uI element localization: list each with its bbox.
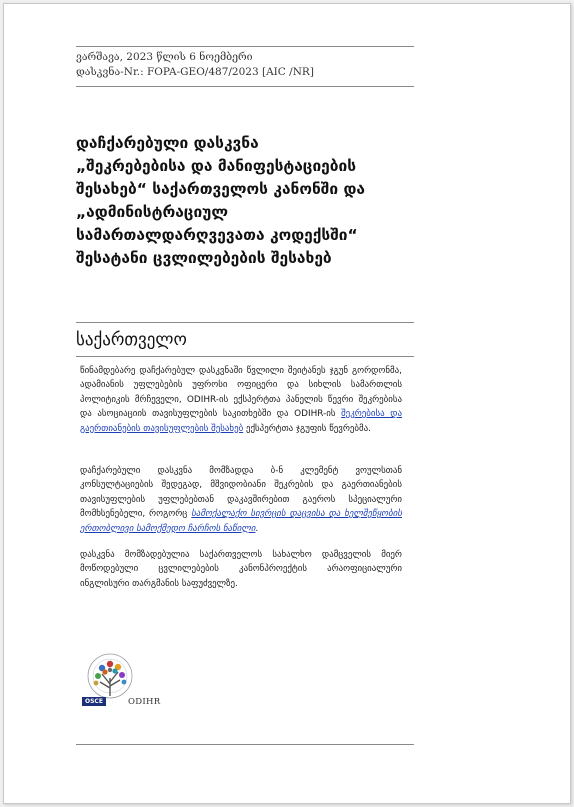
title-line: „შეკრებებისა და მანიფესტაციების — [76, 157, 357, 175]
country-rule — [76, 356, 414, 357]
freedom-of-assembly-link[interactable]: შეკრებისა და გაერთიანების თავისუფლების შესახებ — [80, 409, 402, 434]
title-rule — [76, 322, 414, 323]
reference-line: დასკვნა-Nr.: FOPA-GEO/487/2023 [AIC /NR] — [76, 66, 314, 78]
date-line: ვარშავა, 2023 წლის 6 ნოემბერი — [76, 51, 253, 63]
consultation-paragraph: დაჩქარებული დასკვნა მომზადდა ბ-ნ კლემენტ ვოულსთან კონსულტაციების შედეგად, მშვიდობიანი შეკრების და გაერთიანების თავისუფლების უფლებებთან დაკავშირებით გაეროს სპეციალური მომხსენებელი, როგორც სამოქალაქო სივრცის დაცვისა და ხელშეწყობის ერთობლივი სამოქმედო ჩარჩოს ნაწილი. — [80, 466, 402, 534]
meta-rule — [76, 86, 414, 87]
title-line: სამართალდარღვევათა კოდექსში“ — [76, 226, 358, 244]
osce-badge: OSCE — [82, 697, 106, 706]
document-meta — [76, 50, 414, 80]
title-line: „ადმინისტრაციულ — [76, 203, 228, 221]
top-rule — [76, 46, 414, 47]
contributors-paragraph: წინამდებარე დაჩქარებულ დასკვნაში წვლილი შეიტანეს ჯგუნ გორდონმა, ადამიანის უფლებების უფროსი ოფიცერი და სიხლის სამართლის პოლიტიკის მრჩეველი, ODIHR-ის ექსპერტთა პანელის წევრი შეკრებისა და ასოციაციის თავისუფლების საკითხებში და ODIHR-ის შეკრებისა და გაერთიანების თავისუფლების შესახებ ექსპერტთა ჯგუფის წევრებმა. — [80, 366, 402, 434]
title-line: შესატანი ცვლილებების შესახებ — [76, 249, 332, 267]
bottom-rule — [76, 744, 414, 745]
odihr-wordmark: ODIHR — [128, 697, 161, 707]
country-heading: საქართველო — [76, 330, 187, 350]
joint-framework-link[interactable]: სამოქალაქო სივრცის დაცვისა და ხელშეწყობის ერთობლივი სამოქმედო ჩარჩოს ნაწილი — [80, 509, 402, 534]
document-title — [76, 132, 414, 270]
title-line: შესახებ“ საქართველოს კანონში და — [76, 180, 365, 198]
title-line: დაჩქარებული დასკვნა — [76, 134, 259, 152]
translation-paragraph: დასკვნა მომზადებულია საქართველოს სახალხო დამცველის მიერ მოწოდებული ცვლილებების კანონპროექტის არაოფიციალური ინგლისური თარგმანის საფუძველზე. — [80, 550, 402, 589]
